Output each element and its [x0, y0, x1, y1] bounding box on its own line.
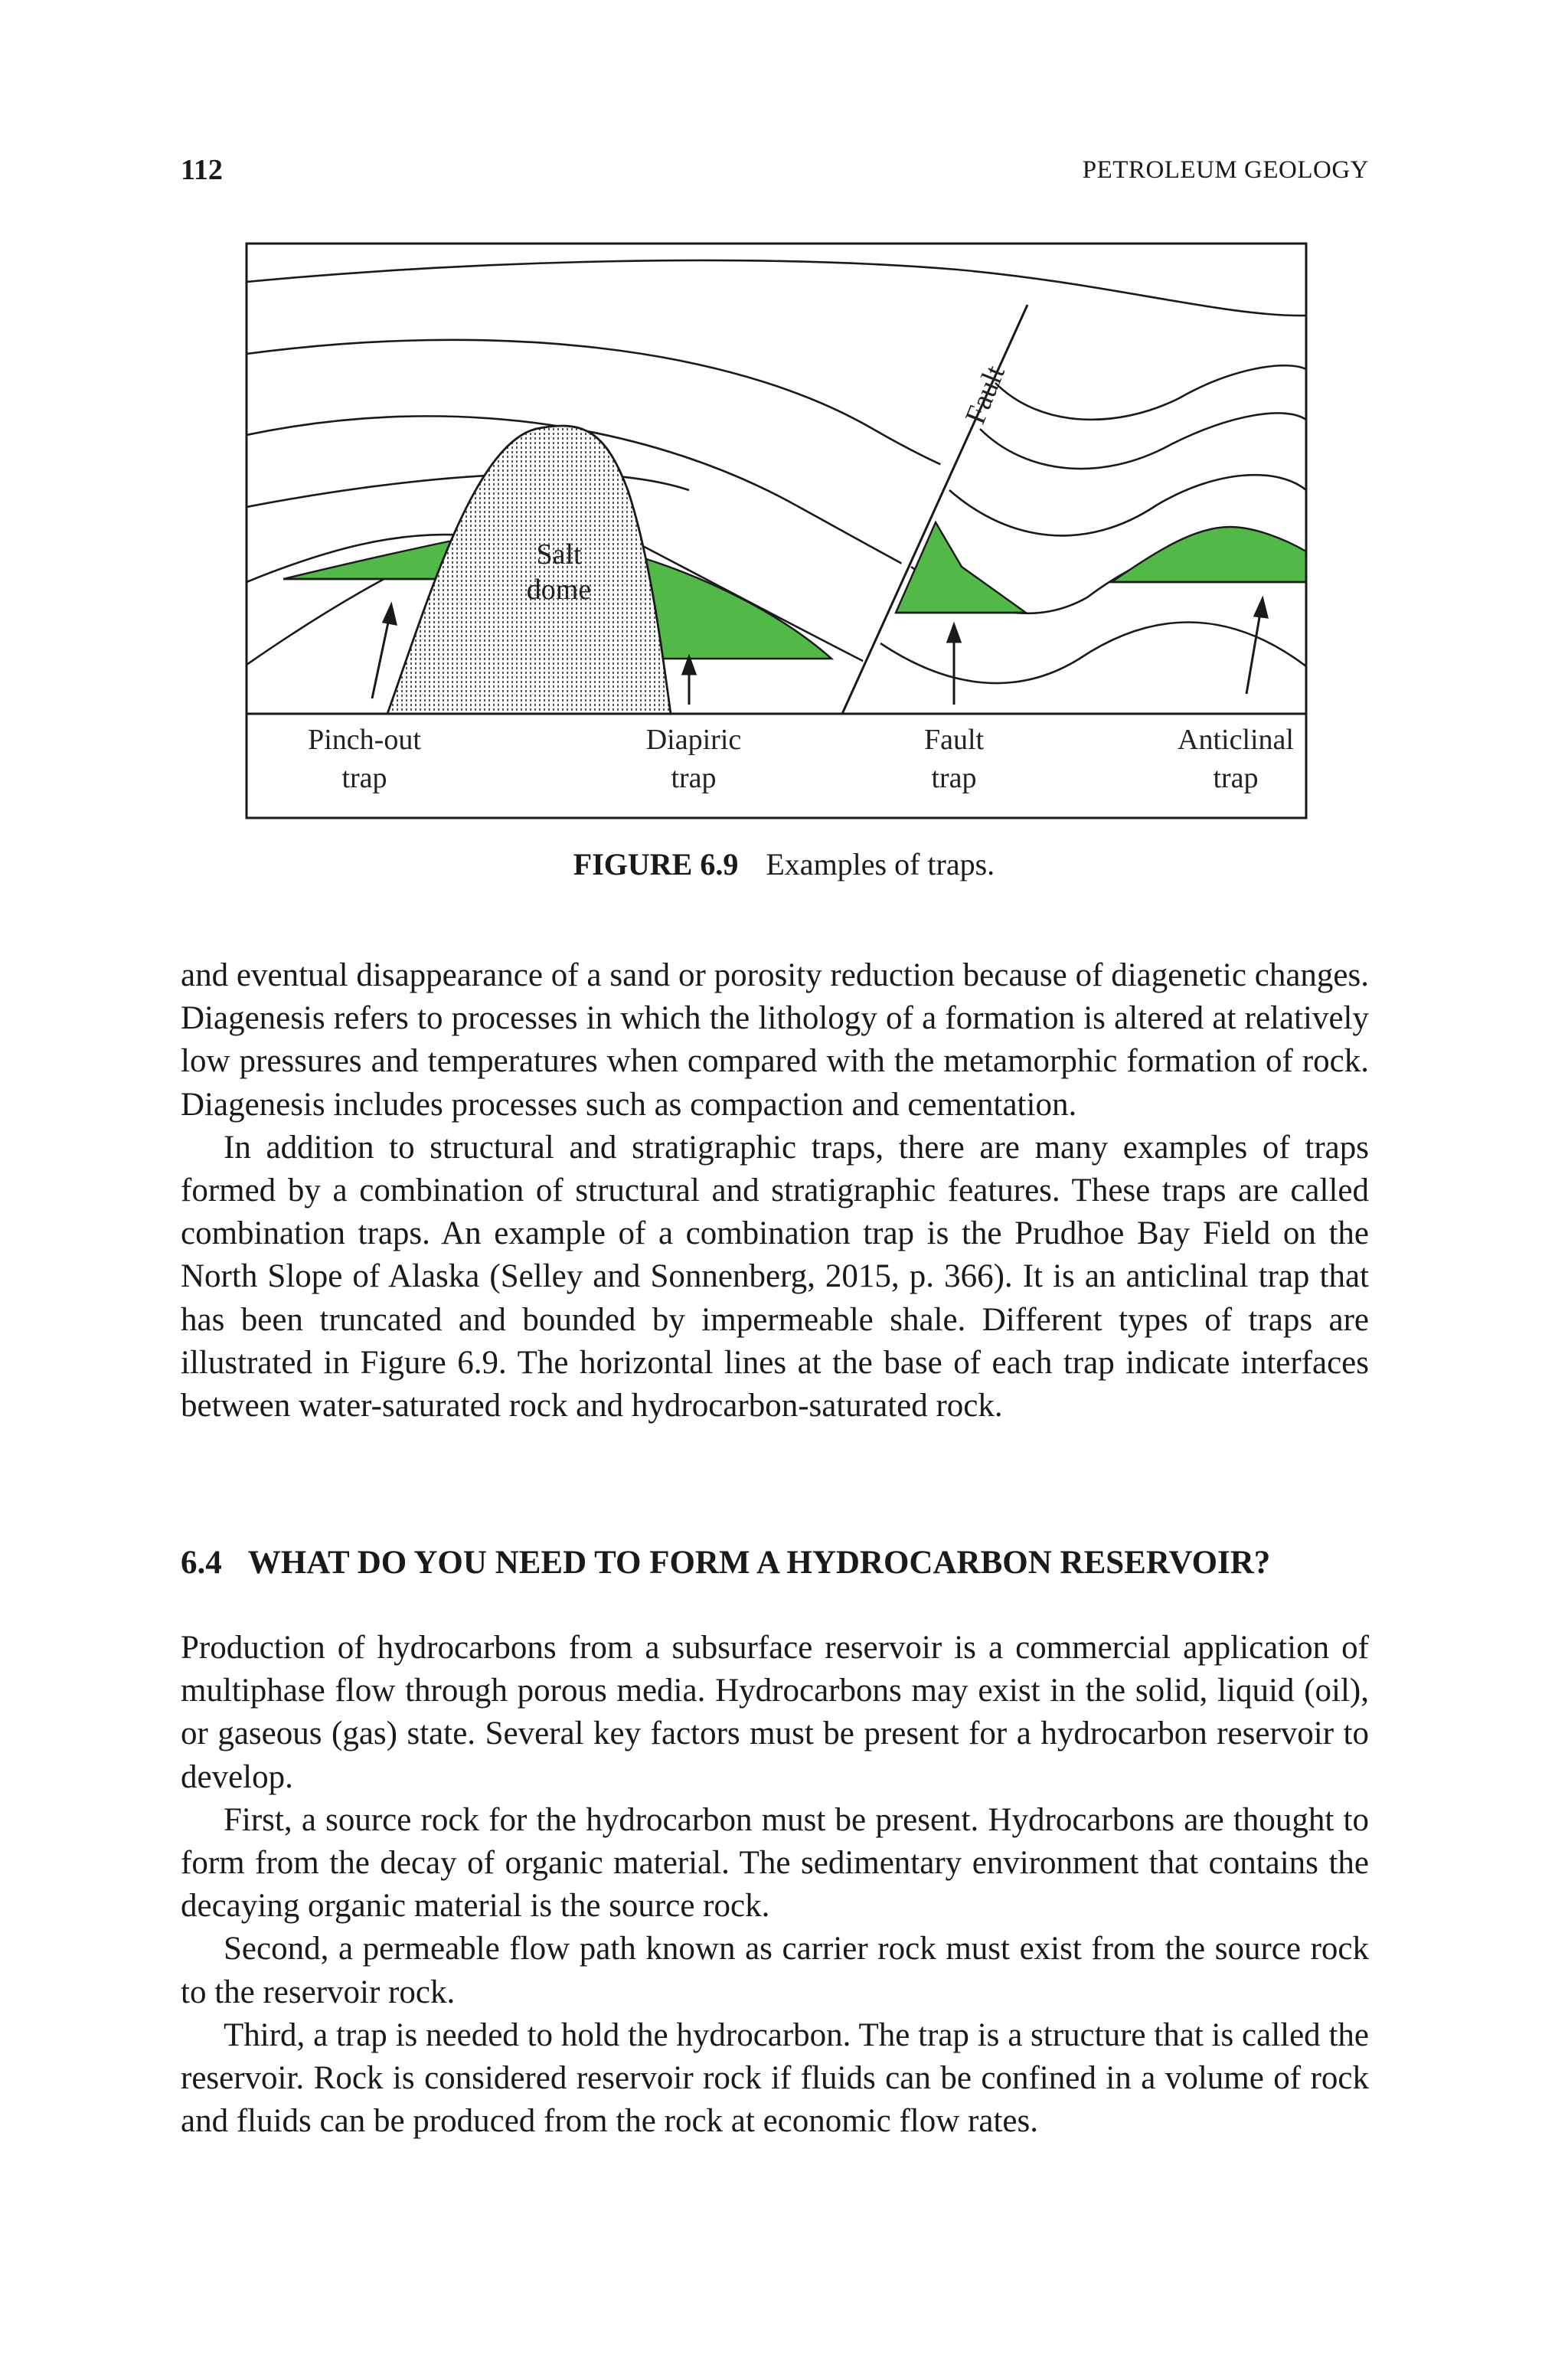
section-heading	[181, 1544, 1270, 1581]
fault-trap-label-line1: Fault	[923, 724, 985, 756]
salt-label-line2: dome	[526, 574, 592, 606]
section-title: WHAT DO YOU NEED TO FORM A HYDROCARBON RESERVOIR?	[247, 1545, 1271, 1581]
top-layer	[247, 260, 1306, 316]
paragraph: In addition to structural and stratigraphic traps, there are many examples of traps formed by a combination of structural and stratigraphic features. These traps are called combination traps. An example of a combination trap is the Prudhoe Bay Field on the North Slope of Alaska (Selley and Sonnenberg, 2015, p. 366). It is an anticlinal trap that has been truncated and bounded by impermeable shale. Different types of traps are illustrated in Figure 6.9. The horizontal lines at the base of each trap indicate interfaces between water-saturated rock and hydrocarbon-saturated rock.	[181, 1129, 1369, 1424]
anticlinal-label-line1: Anticlinal	[1178, 724, 1294, 756]
page-number: 112	[181, 154, 223, 186]
paragraph: Second, a permeable flow path known as carrier rock must exist from the source rock to the reservoir rock.	[181, 1931, 1369, 2010]
diapiric-arrowhead	[683, 657, 695, 674]
fault-line	[842, 305, 1027, 714]
anticlinal-arrow	[1246, 613, 1260, 694]
pinchout-label-line2: trap	[341, 762, 387, 794]
paragraph: Third, a trap is needed to hold the hydrocarbon. The trap is a structure that is called the reservoir. Rock is considered reservoir rock if fluids can be confined in a volume of rock and fluids can be produced from the rock at economic flow rates.	[181, 2016, 1369, 2140]
right-layer-2	[980, 413, 1306, 469]
section-number: 6.4	[181, 1545, 222, 1581]
diapiric-label-line2: trap	[671, 762, 717, 794]
running-title: PETROLEUM GEOLOGY	[1082, 156, 1369, 184]
anticlinal-label-line2: trap	[1213, 762, 1259, 794]
paragraph: and eventual disappearance of a sand or porosity reduction because of diagenetic changes. Diagenesis refers to processes in which the lithology of a formation is altered at relatively low pressures and temperatures when compared with the metamorphic formation of rock. Diagenesis includes processes such as compaction and cementation.	[181, 957, 1369, 1123]
pinchout-arrow	[372, 619, 389, 698]
right-layer-3	[949, 475, 1306, 535]
pinchout-arrowhead	[384, 605, 396, 624]
figure-caption-label: FIGURE 6.9	[573, 847, 739, 881]
fault-trap-arrowhead	[948, 625, 960, 642]
anticlinal-hydrocarbon	[1112, 527, 1306, 582]
right-layer-5	[880, 623, 1306, 684]
fault-label: Fault	[959, 361, 1011, 429]
paragraph: First, a source rock for the hydrocarbon must be present. Hydrocarbons are thought to form from the decay of organic material. The sedimentary environment that contains the decaying organic material is the source rock.	[181, 1801, 1369, 1925]
diapiric-hydrocarbon	[642, 558, 831, 659]
figure-caption	[0, 846, 1568, 882]
trap-examples-figure	[0, 0, 1568, 842]
paragraph: Production of hydrocarbons from a subsurface reservoir is a commercial application of multiphase flow through porous media. Hydrocarbons may exist in the solid, liquid (oil), or gaseous (gas) state. Several key factors must be present for a hydrocarbon reservoir to develop.	[181, 1630, 1369, 1795]
fault-hydrocarbon	[896, 522, 1026, 613]
body-text-upper	[181, 954, 1369, 1428]
figure-caption-text: Examples of traps.	[766, 847, 995, 881]
diapiric-label-line1: Diapiric	[645, 724, 742, 756]
trap-diagram	[0, 0, 1568, 842]
fault-trap-label-line2: trap	[931, 762, 977, 794]
anticlinal-arrowhead	[1255, 599, 1267, 617]
salt-label-line1: Salt	[536, 538, 582, 571]
right-layer-1	[995, 365, 1306, 420]
body-text-lower	[181, 1627, 1369, 2143]
pinchout-label-line1: Pinch-out	[308, 724, 421, 756]
